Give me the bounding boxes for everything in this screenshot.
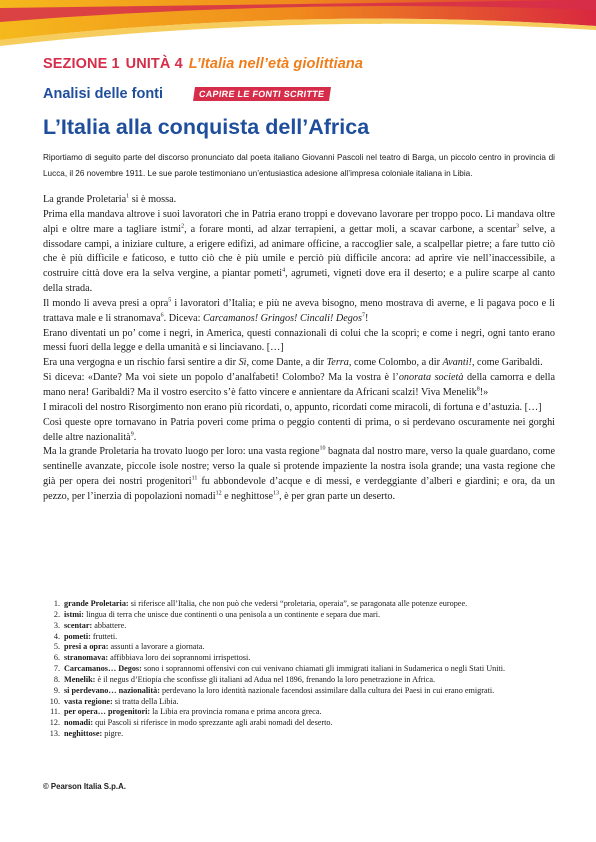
paragraph: Prima ella mandava altrove i suoi lavoratori che in Patria erano troppi e dovevano lavorare per troppo poco. Li mandava oltre alpi e oltre mare a tagliare istmi$^2$, a forare monti, ad alzar terrapieni, a gettar moli, a scavar carbone, a scentar$^3$ selve, a dissodare campi, a iniziare culture, a erigere edifizi, ad animare officine, a raccoglier sale, a scalpellar pietre; a fare tutto ciò che è più difficile e faticoso, e tutto ciò che è più umile e perciò più difficile ancora: ad aprire vie nell’inaccessibile, a costruire città dove era la selva vergine, a piantar pometi$^4$, agrumeti, vigneti dove era il deserto; e a pulire scarpe al canto della strada. <box>43 208 555 295</box>
footnote-ref: 4 <box>282 267 286 274</box>
footnote-item: 4. pometi: frutteti. <box>53 631 118 641</box>
footnote-item: 10. vasta regione: si tratta della Libia. <box>49 696 179 706</box>
unit-topic: L’Italia nell’età giolittiana <box>188 56 363 72</box>
paragraph: Il mondo li aveva presi a opra$^5$ i lavoratori d’Italia; e più ne aveva bisogno, meno mostrava di averne, e li pagava poco e li trattava male e li stranomava$^6$. Diceva: Carcamanos! Gringos! Cincali! Degos$^7$! <box>43 297 555 324</box>
footnote-ref: 13 <box>273 490 280 497</box>
source-type-badge: CAPIRE LE FONTI SCRITTE <box>193 87 331 101</box>
paragraph: Ma la grande Proletaria ha trovato luogo per loro: una vasta regione$^{10}$ bagnata dal nostro mare, verso la quale guardano, come sentinelle avanzate, piccole isole nostre; verso la quale si protende impaziente la nostra isola grande; una vasta regione che già per opera dei nostri progenitori$^{11}$ fu abbondevole d’acque e di messi, e verdeggiante d’alberi e giardini; e ora, da un pezzo, per l’inerzia di popolazioni nomadi$^{12}$ e neghittose$^{13}$, è per gran parte un deserto. <box>43 445 555 502</box>
footnote-ref: 5 <box>168 297 172 304</box>
footnote-item: 2. istmi: lingua di terra che unisce due continenti o una penisola a un continente e separa due mari. <box>53 609 381 619</box>
footnote-ref: 9 <box>130 431 134 438</box>
section-label: SEZIONE 1 <box>43 56 120 72</box>
footnote-item: 13. neghittose: pigre. <box>49 729 124 739</box>
section-header <box>43 56 363 72</box>
footnote-item: 5. presi a opra: assunti a lavorare a giornata. <box>53 642 205 652</box>
footnote-ref: 11 <box>191 475 198 482</box>
footnote-item: 7. Carcamanos… Degos: sono i soprannomi offensivi con cui venivano chiamati gli immigrati italiani in Sudamerica o negli Stati Uniti. <box>53 664 506 674</box>
footnote-ref: 1 <box>126 193 130 200</box>
footnote-ref: 10 <box>319 445 326 452</box>
footnote-ref: 12 <box>215 490 222 497</box>
intro-text: Riportiamo di seguito parte del discorso pronunciato dal poeta italiano Giovanni Pascoli nel teatro di Barga, un piccolo centro in provincia di Lucca, il 26 novembre 1911. Le sue parole testimoniano un’entusiastica adesione all’impresa coloniale italiana in Libia. <box>43 153 555 178</box>
footnote-ref: 8 <box>476 386 480 393</box>
footnote-ref: 2 <box>181 223 185 230</box>
footnote-item: 3. scentar: abbattere. <box>53 620 127 630</box>
paragraph: I miracoli del nostro Risorgimento non erano più ricordati, o, appunto, ricordati come miracoli, di fortuna e d’astuzia. […] <box>43 401 542 413</box>
paragraph: Era una vergogna e un rischio farsi sentire a dir Sì, come Dante, a dir Terra, come Colombo, a dir Avanti!, come Garibaldi. <box>43 357 543 369</box>
paragraph: Erano diventati un po’ come i negri, in America, questi connazionali di colui che la scoprì; e come i negri, ogni tanto erano messi fuori della legge e della umanità e si linciavano. […] <box>43 327 555 354</box>
paragraph: La grande Proletaria$^1$ si è mossa. <box>43 193 177 205</box>
header-banner <box>0 0 596 52</box>
paragraph: Così queste opre tornavano in Patria poveri come prima o peggio contenti di prima, o si perdevano oscuramente nei gorghi delle altre nazionalità$^9$. <box>43 416 555 443</box>
page-title: L’Italia alla conquista dell’Africa <box>43 115 370 139</box>
footnote-ref: 7 <box>361 312 365 319</box>
copyright-footer: © Pearson Italia S.p.A. <box>43 782 126 791</box>
footnote-item: 6. stranomava: affibbiava loro dei soprannomi irrispettosi. <box>53 653 251 663</box>
analysis-label: Analisi delle fonti <box>43 86 164 102</box>
footnote-item: 1. grande Proletaria: si riferisce all’Italia, che non può che vedersi “proletaria, operaia”, se paragonata alle potenze europee. <box>53 599 468 608</box>
footnotes-list <box>43 599 555 740</box>
footnote-ref: 3 <box>516 223 520 230</box>
footnote-item: 11. per opera… progenitori: la Libia era provincia romana e prima ancora greca. <box>50 707 322 717</box>
footnote-ref: 6 <box>160 312 164 319</box>
footnote-item: 9. si perdevano… nazionalità: perdevano la loro identità nazionale facendosi assimilare dalla cultura dei Paesi in cui erano emigrati. <box>53 685 495 695</box>
source-text <box>43 193 555 505</box>
footnote-item: 8. Menelik: è il negus d’Etiopia che sconfisse gli italiani ad Adua nel 1896, frenando la loro penetrazione in Africa. <box>53 674 436 684</box>
footnote-item: 12. nomadi: qui Pascoli si riferisce in modo sprezzante agli arabi nomadi del deserto. <box>49 718 333 728</box>
unit-label: UNITÀ 4 <box>125 56 183 72</box>
paragraph: Si diceva: «Dante? Ma voi siete un popolo d’analfabeti! Colombo? Ma la vostra è l’onorata società della camorra e della mano nera! Garibaldi? Ma il vostro esercito s’è fatto vincere e annientare da Africani scalzi! Viva Menelik$^8$!» <box>43 372 555 398</box>
